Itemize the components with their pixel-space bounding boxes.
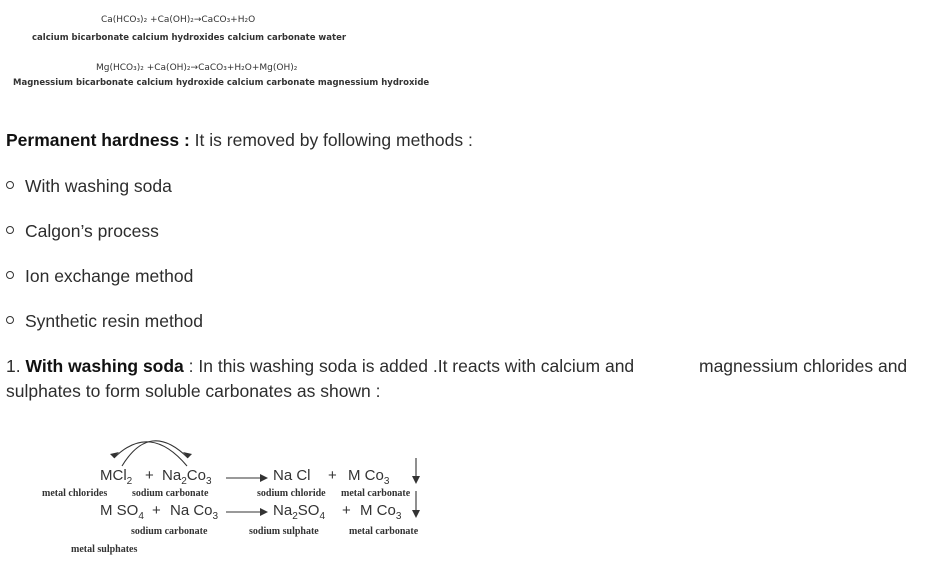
list-item bbox=[6, 311, 203, 332]
bullet-icon bbox=[6, 271, 14, 279]
washing-soda-line1 bbox=[6, 356, 634, 377]
bullet-icon bbox=[6, 181, 14, 189]
reactant-metal-chloride: MCl$_2$ bbox=[100, 467, 133, 487]
plus-sign: + bbox=[328, 467, 337, 484]
method-label: With washing soda bbox=[25, 176, 172, 196]
bullet-icon bbox=[6, 316, 14, 324]
plus-sign: + bbox=[145, 467, 154, 484]
product-metal-carbonate: M $Co_3$ bbox=[348, 467, 390, 487]
plus-sign: + bbox=[342, 502, 351, 519]
label-sodium-carbonate: sodium carbonate bbox=[131, 526, 208, 537]
method-label: Calgon’s process bbox=[25, 221, 159, 241]
equation-calcium-bicarbonate: Ca(HCO₃)₂ +Ca(OH)₂→CaCO₃+H₂O bbox=[101, 15, 256, 25]
exchange-arc-icon bbox=[114, 442, 187, 466]
label-sodium-carbonate: sodium carbonate bbox=[132, 488, 209, 499]
plus-sign: + bbox=[152, 502, 161, 519]
product-sodium-chloride: Na Cl bbox=[273, 467, 311, 484]
list-item bbox=[6, 221, 159, 242]
label-metal-chlorides: metal chlorides bbox=[42, 488, 108, 499]
washing-soda-number: 1. bbox=[6, 356, 26, 376]
bullet-icon bbox=[6, 226, 14, 234]
permanent-hardness-text: It is removed by following methods : bbox=[189, 130, 473, 150]
equation-magnesium-bicarbonate: Mg(HCO₃)₂ +Ca(OH)₂→CaCO₃+H₂O+Mg(OH)₂ bbox=[96, 63, 298, 73]
reactant-sodium-carbonate: $Na_2Co_3$ bbox=[162, 467, 212, 487]
method-label: Ion exchange method bbox=[25, 266, 194, 286]
equation-calcium-labels: calcium bicarbonate calcium hydroxides calcium carbonate water bbox=[32, 33, 347, 43]
washing-soda-heading: With washing soda bbox=[25, 356, 184, 376]
list-item bbox=[6, 266, 193, 287]
washing-soda-line1-end: magnessium chlorides and bbox=[699, 356, 908, 376]
permanent-hardness-heading: Permanent hardness : bbox=[6, 130, 190, 150]
label-sodium-sulphate: sodium sulphate bbox=[249, 526, 319, 537]
washing-soda-line2: sulphates to form soluble carbonates as shown : bbox=[6, 381, 381, 401]
list-item bbox=[6, 176, 172, 197]
product-sodium-sulphate: $Na_2SO_4$ bbox=[273, 502, 325, 522]
reactant-metal-sulphate: M $SO_4$ bbox=[100, 502, 144, 522]
permanent-hardness-paragraph bbox=[6, 130, 473, 151]
method-label: Synthetic resin method bbox=[25, 311, 204, 331]
label-metal-sulphates: metal sulphates bbox=[71, 544, 138, 555]
label-metal-carbonate: metal carbonate bbox=[349, 526, 419, 537]
washing-soda-text: : In this washing soda is added .It reacts with calcium and bbox=[183, 356, 635, 376]
reactant-sodium-carbonate: Na $Co_3$ bbox=[170, 502, 219, 522]
label-sodium-chloride: sodium chloride bbox=[257, 488, 326, 499]
exchange-arc-icon bbox=[122, 441, 188, 466]
product-metal-carbonate: M $Co_3$ bbox=[360, 502, 402, 522]
equation-magnesium-labels: Magnessium bicarbonate calcium hydroxide calcium carbonate magnessium hydroxide bbox=[13, 78, 430, 88]
label-metal-carbonate: metal carbonate bbox=[341, 488, 411, 499]
